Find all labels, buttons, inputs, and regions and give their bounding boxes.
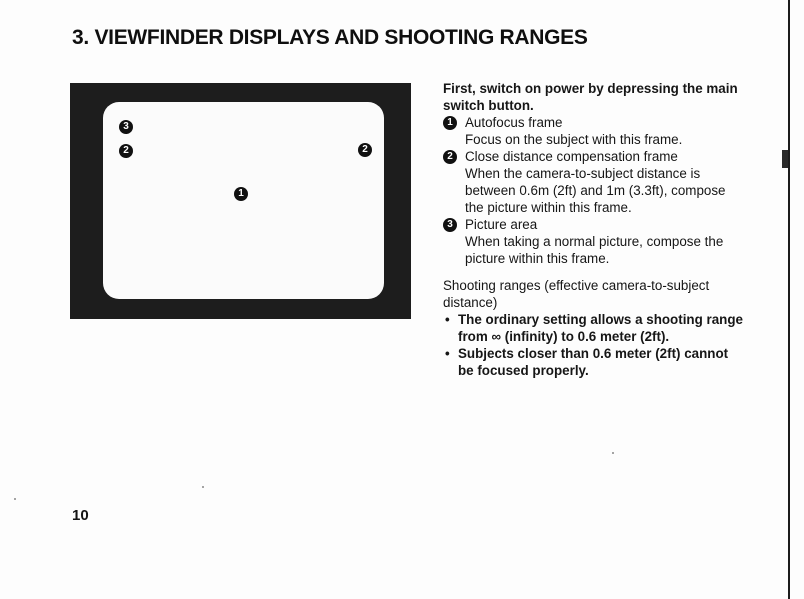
scan-speck — [202, 486, 204, 488]
intro-text: First, switch on power by depressing the main switch button. — [443, 81, 738, 113]
bullet-text: Subjects closer than 0.6 meter (2ft) cannot be focused properly. — [458, 346, 729, 378]
item-autofocus-frame — [443, 114, 743, 148]
viewfinder-illustration — [70, 83, 411, 319]
bullet-dot: • — [445, 346, 450, 361]
picture-area-marker: 3 — [119, 120, 133, 134]
shooting-ranges-heading: Shooting ranges (effective camera-to-subject distance) — [443, 278, 710, 310]
section-heading: 3. VIEWFINDER DISPLAYS AND SHOOTING RANGES — [72, 26, 588, 49]
scan-speck — [612, 452, 614, 454]
item-description: When the camera-to-subject distance is between 0.6m (2ft) and 1m (3.3ft), compose the picture within this frame. — [465, 166, 726, 215]
list-item — [443, 311, 743, 345]
list-item — [443, 345, 743, 379]
item-title: Picture area — [465, 217, 538, 232]
item-description: When taking a normal picture, compose the picture within this frame. — [465, 234, 724, 266]
close-distance-marker-left: 2 — [119, 144, 133, 158]
page-edge-mark — [782, 150, 788, 168]
bullet-text: The ordinary setting allows a shooting range from ∞ (infinity) to 0.6 meter (2ft). — [458, 312, 743, 344]
shooting-ranges-list — [443, 311, 743, 379]
item-picture-area — [443, 216, 743, 267]
item-number-badge: 2 — [443, 150, 457, 164]
item-number-badge: 1 — [443, 116, 457, 130]
close-distance-marker-right: 2 — [358, 143, 372, 157]
item-title: Autofocus frame — [465, 115, 563, 130]
item-title: Close distance compensation frame — [465, 149, 678, 164]
autofocus-marker: 1 — [234, 187, 248, 201]
item-number-badge: 3 — [443, 218, 457, 232]
page-edge — [788, 0, 790, 599]
item-description: Focus on the subject with this frame. — [465, 132, 683, 147]
scan-speck — [14, 498, 16, 500]
bullet-dot: • — [445, 312, 450, 327]
page-number: 10 — [72, 507, 89, 524]
description-column — [443, 80, 743, 379]
item-close-distance-frame — [443, 148, 743, 216]
